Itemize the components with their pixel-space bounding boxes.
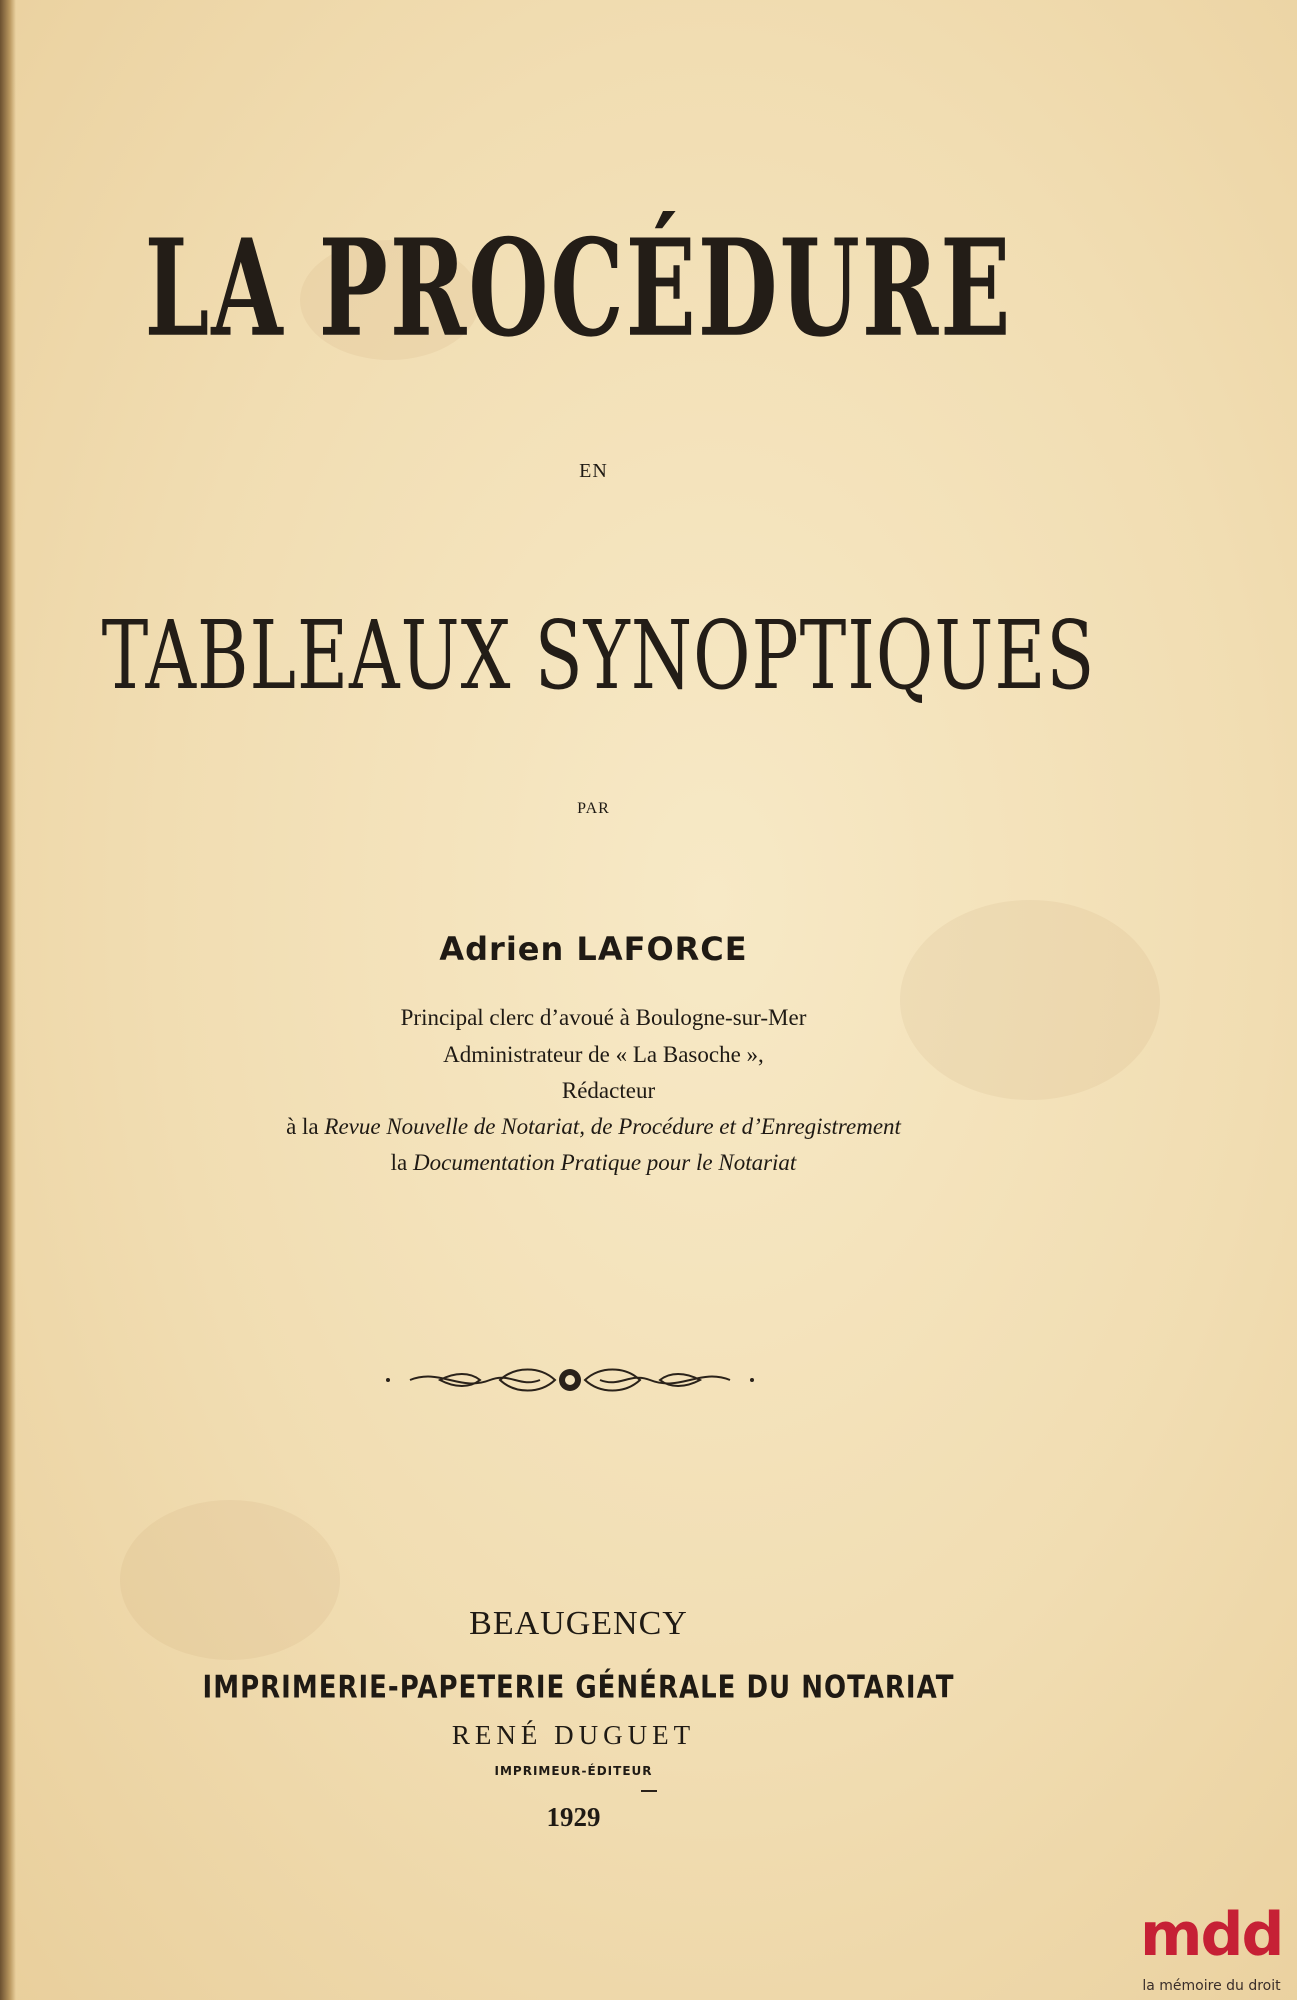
author-credential-4: à la Revue Nouvelle de Notariat, de Procédure et d’Enregistrement	[286, 1114, 901, 1139]
logo-mark: mdd	[1140, 1900, 1283, 1970]
author-credential-1: Principal clerc d’avoué à Boulogne-sur-Mer	[400, 1005, 807, 1030]
title-line-1: LA PROCÉDURE	[144, 210, 1013, 367]
publisher-printer: RENÉ DUGUET	[451, 1720, 696, 1750]
publisher-role: IMPRIMEUR-ÉDITEUR	[494, 1764, 653, 1778]
logo-tagline: la mémoire du droit	[1142, 1978, 1281, 1994]
author-name: Adrien LAFORCE	[439, 930, 748, 968]
publisher-press: IMPRIMERIE-PAPETERIE GÉNÉRALE DU NOTARIAT	[202, 1670, 955, 1706]
title-connector: EN	[579, 460, 608, 482]
author-credential-2: Administrateur de « La Basoche »,	[443, 1042, 764, 1067]
year-rule	[641, 1790, 657, 1792]
mdd-logo	[1126, 1900, 1297, 2000]
title-line-2: TABLEAUX SYNOPTIQUES	[101, 600, 1096, 711]
publication-year: 1929	[546, 1802, 601, 1832]
ornament-divider	[380, 1360, 760, 1400]
author-credential-3: Rédacteur	[561, 1078, 656, 1103]
author-credential-5: la Documentation Pratique pour le Notariat	[390, 1150, 797, 1175]
by-label: PAR	[577, 800, 610, 817]
publisher-city: BEAUGENCY	[469, 1605, 688, 1642]
